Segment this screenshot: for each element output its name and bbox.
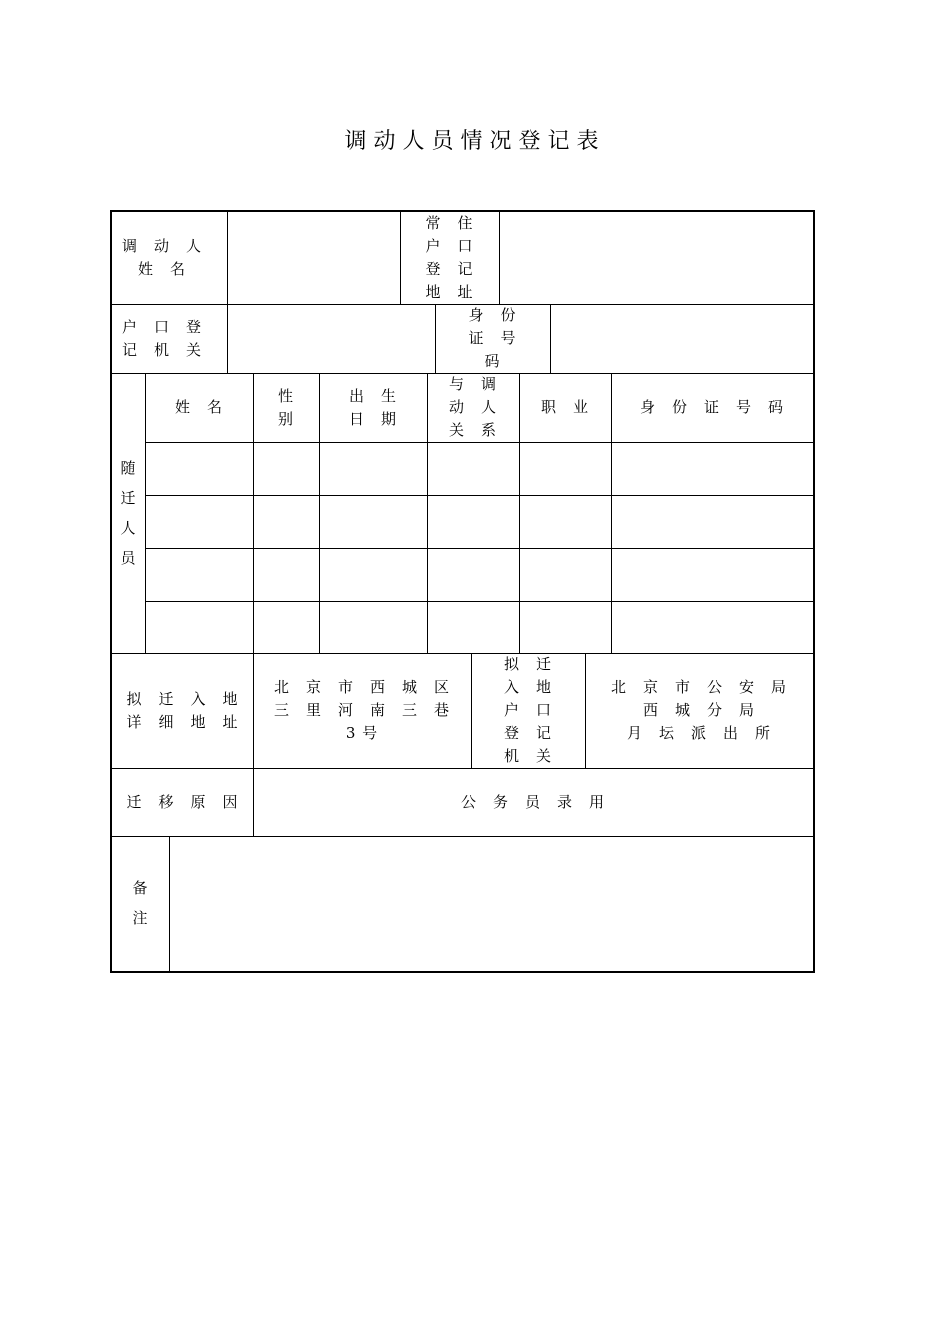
registration-office-label: 户 口 登 记 机 关 (121, 317, 202, 359)
family-header-id-number: 身 份 证 号 码 (639, 398, 784, 416)
family-header-name: 姓 名 (174, 398, 223, 416)
remarks-label: 备 注 (132, 879, 149, 927)
name-label: 调 动 人 姓 名 (121, 237, 202, 278)
family-row[interactable] (146, 496, 813, 548)
id-number-label: 身 份 证 号 码 (468, 306, 517, 370)
name-field[interactable] (228, 212, 400, 304)
registration-office-field[interactable] (228, 304, 435, 373)
destination-address-label: 拟 迁 入 地 详 细 地 址 (126, 689, 239, 731)
page-title: 调动人员情况登记表 (344, 129, 606, 154)
id-number-field[interactable] (551, 304, 813, 373)
family-row[interactable] (146, 549, 813, 601)
residence-address-label: 常 住 户 口 登 记 地 址 (425, 214, 474, 301)
destination-address-value[interactable]: 北 京 市 西 城 区 三 里 河 南 三 巷 3 号 (273, 678, 450, 742)
destination-office-label: 拟 迁 入 地 户 口 登 记 机 关 (503, 655, 552, 765)
migration-reason-value[interactable]: 公 务 员 录 用 (460, 792, 605, 811)
residence-address-field[interactable] (500, 212, 813, 304)
family-row[interactable] (146, 443, 813, 495)
family-header-birthdate: 出 生 日 期 (348, 386, 397, 428)
family-header-occupation: 职 业 (540, 398, 589, 416)
family-row[interactable] (146, 602, 813, 653)
destination-office-value[interactable]: 北 京 市 公 安 局 西 城 分 局 月 坛 派 出 所 (610, 678, 787, 742)
family-header-gender: 性 别 (277, 386, 294, 428)
migration-reason-label: 迁 移 原 因 (126, 792, 239, 811)
remarks-field[interactable] (170, 836, 813, 971)
accompanying-persons-label: 随 迁 人 员 (120, 458, 137, 567)
registration-form (110, 210, 815, 973)
family-header-relation: 与 调 动 人 关 系 (448, 375, 497, 439)
